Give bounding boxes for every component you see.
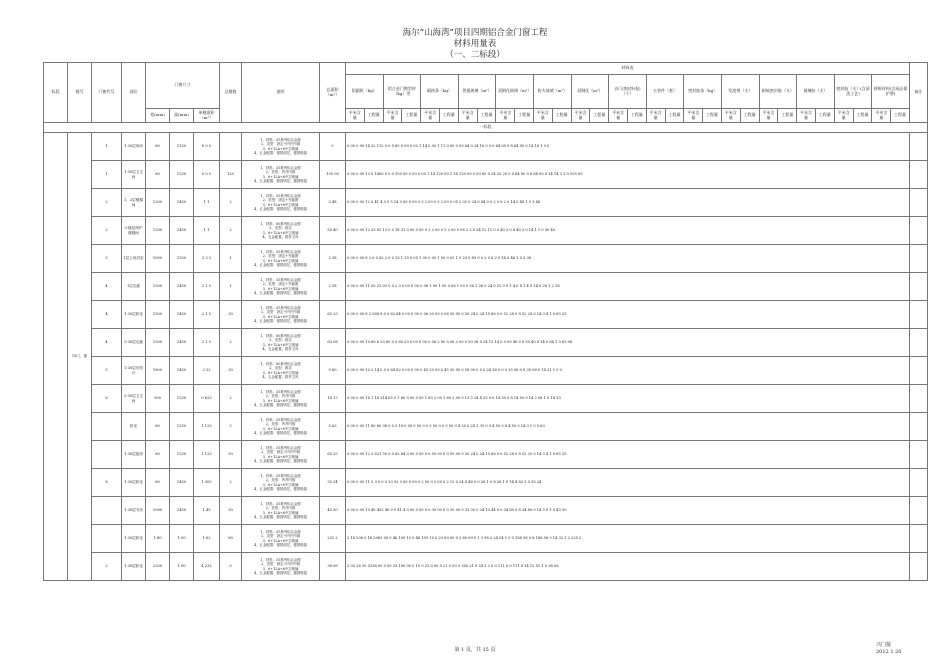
row-total-area: 0 <box>320 133 346 161</box>
row-number: 3 <box>92 245 122 273</box>
header-location: 部位 <box>122 63 146 123</box>
row-total-area: 0 60 <box>320 357 346 385</box>
row-total-area: 225 2 <box>320 525 346 553</box>
row-unit-area: 1 1 <box>194 217 220 245</box>
stamp-line-2: 2012 1 20 <box>876 649 902 655</box>
header-material-group: 铝合金门窗型材（kg）等 <box>383 75 421 109</box>
row-quantity: 30 <box>220 357 242 385</box>
header-quantity-amount: 工程量 <box>440 109 459 123</box>
header-material-group: 耐候密封胶（支） <box>759 75 797 109</box>
row-quantity: 2 <box>220 385 242 413</box>
row-material-values: 0 00 0 00 12 0 41 4 0 0 5 14 0 00 0 00 0 3 2 00 0 5 2 00 0 05 2 02 0 24 0 84 0 0 2 0 8 2 0 14 0 48 1 0 3 48 <box>346 189 910 217</box>
row-height: 1250 <box>170 385 194 413</box>
header-quantity-amount: 工程量 <box>665 109 684 123</box>
row-number: 4 <box>92 329 122 357</box>
row-height: 1450 <box>170 329 194 357</box>
row-total-area: 3 48 <box>320 189 346 217</box>
header-quantity: 总樘数 <box>220 63 242 123</box>
row-location: 3-30层走廊 <box>122 329 146 357</box>
row-remarks <box>909 301 927 329</box>
row-width: 1 80 <box>146 525 170 553</box>
row-description: 1、材料：55系列铝合金窗 2、类型：固定+内开内倒 3、6+12A+6中空玻璃 4、五金配置：德国诺托，德国格屋 <box>242 553 320 581</box>
table-row <box>44 245 928 273</box>
page-footer: 第 1 页，共 15 页 <box>454 647 496 653</box>
section-label: 一标段 <box>44 123 928 133</box>
row-remarks <box>909 553 927 581</box>
row-total-area: 38 06 <box>320 553 346 581</box>
row-location: 1、2层楼梯间 <box>122 189 146 217</box>
header-unit-content: 平米含量 <box>571 109 590 123</box>
row-width: 1000 <box>146 245 170 273</box>
header-materials: 材料表 <box>346 63 910 75</box>
row-quantity: 5 <box>220 413 242 441</box>
row-location: 1层走廊 <box>122 273 146 301</box>
table-row <box>44 189 928 217</box>
header-material-group: 防火玻璃（m²） <box>533 75 571 109</box>
header-unit-content: 平米含量 <box>872 109 891 123</box>
row-number <box>92 497 122 525</box>
row-location: 1-30层东阳台 <box>122 357 146 385</box>
header-material-group: 拼框材料(含成品保护费) <box>872 75 910 109</box>
table-row <box>44 469 928 497</box>
header-quantity-amount: 工程量 <box>815 109 834 123</box>
row-width: 1500 <box>146 329 170 357</box>
row-width: 2200 <box>146 553 170 581</box>
row-remarks <box>909 441 927 469</box>
row-description: 1、材料：55系列铝合金窗 2、类型：固定+内开内倒 3、6+12A+6中空玻璃 4、五金配置：德国诺托，德国格屋 <box>242 301 320 329</box>
table-row <box>44 497 928 525</box>
header-unit-content: 平米含量 <box>458 109 477 123</box>
row-height: 1 00 <box>170 553 194 581</box>
row-material-values: 2 18 536 0 16 2063 00 0 46 109 15 0 46 109 15 0 23 60 00 0 2 60 00 0 1 3 98 0 24 54 1 0 0 188 56 0 8 188 56 0 14 32 1 2 225 2 <box>346 525 910 553</box>
row-quantity: 1 <box>220 273 242 301</box>
row-description: 1、材料：55系列铝合金窗 2、类型：固定+内开内倒 3、6+12A+6中空玻璃 4、五金配置：德国诺托，德国格屋 <box>242 525 320 553</box>
row-location: 1-30层卧室 <box>122 301 146 329</box>
row-remarks <box>909 273 927 301</box>
row-height: 1250 <box>170 413 194 441</box>
header-unit-content: 平米含量 <box>496 109 515 123</box>
row-unit-area: 1 1 <box>194 189 220 217</box>
row-number: 6 <box>92 385 122 413</box>
header-unit-content: 平米含量 <box>383 109 402 123</box>
row-height: 1450 <box>170 357 194 385</box>
row-height: 1450 <box>170 301 194 329</box>
row-unit-area: 2 1 5 <box>194 329 220 357</box>
row-remarks <box>909 413 927 441</box>
row-quantity: 2 <box>220 189 242 217</box>
table-row <box>44 525 928 553</box>
row-location: 1-30层书房 <box>122 497 146 525</box>
row-width: 1800 <box>146 357 170 385</box>
row-height: 1450 <box>170 217 194 245</box>
row-material-values: 0 00 0 00 10 2 14 0 0 0 64 82 0 00 0 00 0 43 30 00 0 45 30 00 0 58 00 0 5 0 24 16 0 0 0 35 06 0 8 35 06 0 14 31 1 0 0 <box>346 357 910 385</box>
header-unit-area: 单樘面积（m²） <box>194 109 220 123</box>
row-description: 1、材料：55系列铝合金窗 2、类型：内开内倒 3、6+12A+6中空玻璃 4、五金配置：德国诺托，德国格屋 <box>242 469 320 497</box>
row-description: 1、材料：80系列铝合金窗 2、类型：推拉 3、6+12A+6中空玻璃 4、五金配置，推杆文风 <box>242 217 320 245</box>
row-unit-area: 4 232 <box>194 553 220 581</box>
header-material-group: 密封胶条（kg） <box>684 75 722 109</box>
header-window-size: 门窗尺寸 <box>146 63 220 109</box>
row-width: 1200 <box>146 189 170 217</box>
row-unit-area: 1 125 <box>194 441 220 469</box>
header-description: 说明 <box>242 63 320 123</box>
header-unit-content: 平米含量 <box>609 109 628 123</box>
row-number: 4 <box>92 273 122 301</box>
row-quantity: 60 <box>220 525 242 553</box>
material-table <box>43 62 928 581</box>
header-quantity-amount: 工程量 <box>703 109 722 123</box>
row-material-values: 0 00 0 00 10 40 452 40 0 0 41 4 0 00 0 00 0 0 30 00 0 0 30 00 0 33 30 0 24 10 44 0 0 34 80 0 8 34 80 0 14 5 0 1 0 43 50 <box>346 497 910 525</box>
header-material-group: 双钢化（m²） <box>571 75 609 109</box>
header-material-group: 双钢化玻璃（m²） <box>496 75 534 109</box>
table-row <box>44 357 928 385</box>
row-total-area: 3 38 <box>320 245 346 273</box>
row-quantity: 50 <box>220 441 242 469</box>
header-quantity-amount: 工程量 <box>891 109 910 123</box>
row-unit-area: 1 62 <box>194 525 220 553</box>
document-title: 海尔“山海湾”项目四期铝合金门窗工程 <box>402 28 548 38</box>
table-row <box>44 301 928 329</box>
row-quantity <box>220 133 242 161</box>
document-subtitle: 材料用量表 <box>453 39 497 49</box>
header-total-area: 总面积（m²） <box>320 63 346 123</box>
row-unit-area: 1 305 <box>194 469 220 497</box>
row-number <box>92 525 122 553</box>
header-unit-content: 平米含量 <box>721 109 740 123</box>
row-total-area: 65 25 <box>320 441 346 469</box>
row-width: 1200 <box>146 217 170 245</box>
row-location: 1-30层厨房 <box>122 441 146 469</box>
row-unit-area: 0 625 <box>194 385 220 413</box>
row-height: 1450 <box>170 189 194 217</box>
table-row <box>44 553 928 581</box>
row-quantity: 2 <box>220 329 242 357</box>
row-width: 80 <box>146 413 170 441</box>
header-material-group: 铝副框（kg） <box>346 75 384 109</box>
row-description: 1、材料：55系列铝合金窗 2、类型：内开内倒 3、6+12A+6中空玻璃 4、五金配置：德国诺托，德国格屋 <box>242 385 320 413</box>
row-material-values: 0 00 0 00 8 2 6 0 62 2 0 0 13 1 15 0 05 1 00 0 00 1 00 0 05 1 0 23 0 83 0 0 2 0 8 2 0 14 0 46 1 0 3 38 <box>346 245 910 273</box>
row-number: 4 <box>92 301 122 329</box>
row-unit-area: 1 45 <box>194 497 220 525</box>
row-remarks <box>909 189 927 217</box>
header-unit-content: 平米含量 <box>533 109 552 123</box>
row-total-area: 65 25 <box>320 301 346 329</box>
header-quantity-amount: 工程量 <box>364 109 383 123</box>
row-material-values: 0 00 0 00 14 32 112 0 0 5 60 0 00 0 00 1 14 0 00 1 11 0 00 0 00 64 0 24 16 0 0 0 64 00 0 8 64 00 0 14 16 1 0 0 <box>346 133 910 161</box>
row-material-values: 0 00 0 00 11 0 3 0 0 0 33 93 0 00 0 00 0 2 00 0 2 00 0 2 13 0 24 8 46 0 0 28 1 0 8 28 1 0 14 4 83 1 0 35 24 <box>346 469 910 497</box>
header-unit-content: 平米含量 <box>684 109 703 123</box>
row-unit-area: 1 125 <box>194 413 220 441</box>
header-window-code: 门窗代号 <box>92 63 122 123</box>
row-total-area: 18 13 <box>320 385 346 413</box>
row-material-values: 0 00 0 00 11 05 23 03 0 0 2 0 0 00 0 00 0 06 1 00 1 00 0 06 1 00 0 56 1 26 0 24 0 52 0 0 1 4 0 8 1 4 0 14 0 28 1 2 18 <box>346 273 910 301</box>
row-material-values: 0 00 0 00 16 1 16 314 65 0 1 60 0 00 0 00 1 60 2 00 1 60 2 00 0 13 0 24 4 35 0 0 14 50 0 8 14 50 0 14 2 08 1 0 18 13 <box>346 385 910 413</box>
header-quantity-amount: 工程量 <box>778 109 797 123</box>
row-location: 卧室 <box>122 413 146 441</box>
row-remarks <box>909 245 927 273</box>
row-height: 1350 <box>170 245 194 273</box>
header-material-group: 沙门(窗)纱(卷)（个） <box>609 75 647 109</box>
header-unit-content: 平米含量 <box>797 109 816 123</box>
row-quantity: 1 <box>220 245 242 273</box>
row-location: 1-30层卧室 <box>122 553 146 581</box>
row-number: 1 <box>92 133 122 161</box>
header-quantity-amount: 工程量 <box>627 109 646 123</box>
row-number: 2 <box>92 553 122 581</box>
row-location: 1-30层卫生间 <box>122 161 146 189</box>
row-width: 500 <box>146 385 170 413</box>
header-width: 宽(mm) <box>146 109 170 123</box>
row-quantity: 0 <box>220 553 242 581</box>
row-description: 1、材料：55系列铝合金窗 2、类型：固定+外悬窗 3、6+12A+6中空玻璃 4、五金配置：德国诺托，德国格屋 <box>242 245 320 273</box>
header-floor: 标段 <box>44 63 68 123</box>
row-material-values: 2 05 28 30 3236 00 0 00 33 100 00 0 10 0 23 0 00 0 21 0 00 0 300 21 0 24 3 2 0 0 111 0 0 111 0 14 12 51 1 0 38 06 <box>346 553 910 581</box>
header-unit-content: 平米含量 <box>646 109 665 123</box>
row-total-area: 35 24 <box>320 469 346 497</box>
row-quantity: 2 <box>220 217 242 245</box>
header-unit-content: 平米含量 <box>759 109 778 123</box>
row-width: 1080 <box>146 497 170 525</box>
row-material-values: 0 00 0 00 12 33 61 13 0 0 18 31 0 00 0 00 0 3 2 00 0 5 2 00 0 08 2 2 0 24 12 11 0 0 40 3 0 8 40 3 0 14 1 1 0 50 40 <box>346 217 910 245</box>
row-number: 2 <box>92 217 122 245</box>
table-row <box>44 385 928 413</box>
row-total-area: 50 40 <box>320 217 346 245</box>
header-quantity-amount: 工程量 <box>402 109 421 123</box>
table-row <box>44 273 928 301</box>
row-unit-area: 2 1 5 <box>194 301 220 329</box>
row-remarks <box>909 161 927 189</box>
row-description: 1、材料：55系列铝合金窗 2、类型：固定+内开内倒 3、6+12A+6中空玻璃 4、五金配置：德国诺托，德国格屋 <box>242 441 320 469</box>
header-unit-content: 平米含量 <box>834 109 853 123</box>
row-height: 1250 <box>170 161 194 189</box>
header-material-group: 五金件（套） <box>646 75 684 109</box>
header-material-group: 密封胶（支）(含清洗工艺) <box>834 75 872 109</box>
row-remarks <box>909 133 927 161</box>
row-quantity: 30 <box>220 301 242 329</box>
table-row <box>44 413 928 441</box>
header-quantity-amount: 工程量 <box>515 109 534 123</box>
row-unit-area: 2 1 5 <box>194 273 220 301</box>
row-unit-area: 0 0 5 <box>194 161 220 189</box>
row-total-area: 5 63 <box>320 413 346 441</box>
row-height: 1450 <box>170 273 194 301</box>
row-width: 80 <box>146 469 170 497</box>
table-row <box>44 217 928 245</box>
table-row <box>44 441 928 469</box>
row-height: 1450 <box>170 497 194 525</box>
row-quantity: 30 <box>220 497 242 525</box>
row-location: 1-30层房间 <box>122 133 146 161</box>
row-width: 80 <box>146 441 170 469</box>
row-location: 1层公用浴室 <box>122 245 146 273</box>
row-width: 1500 <box>146 273 170 301</box>
row-description: 1、材料：55系列铝合金窗 2、类型：固定+外悬窗 3、6+12A+6中空玻璃 4、五金配置：德国诺托，德国格屋 <box>242 273 320 301</box>
row-remarks <box>909 385 927 413</box>
header-unit-content: 平米含量 <box>346 109 365 123</box>
header-remarks: 备注 <box>909 63 927 123</box>
row-height: 1150 <box>170 133 194 161</box>
header-quantity-amount: 工程量 <box>590 109 609 123</box>
row-total-area: 63 08 <box>320 329 346 357</box>
row-remarks <box>909 357 927 385</box>
row-location: 1-30层卧室 <box>122 525 146 553</box>
document-section: （一、二标段） <box>445 50 505 60</box>
row-number: 5 <box>92 357 122 385</box>
row-number: 8 <box>92 469 122 497</box>
row-description: 1、材料：55系列铝合金窗 2、类型：内开内倒 3、6+12A+6中空玻璃 4、五金配置：德国诺托，德国格屋 <box>242 161 320 189</box>
row-total-area: 43 50 <box>320 497 346 525</box>
row-material-values: 0 00 0 00 10 60 6 23 60 0 0 60 53 0 00 0 00 0 06 2 00 0 06 2 00 0 50 38 0 24 15 14 0 0 50 40 0 8 50 40 0 14 0 64 1 0 63 08 <box>346 329 910 357</box>
row-location: 3-楼层保护楼梯间 <box>122 217 146 245</box>
row-width: 1500 <box>146 301 170 329</box>
row-total-area: 2 18 <box>320 273 346 301</box>
header-material-group: 普通玻璃（m²） <box>458 75 496 109</box>
table-row <box>44 329 928 357</box>
header-quantity-amount: 工程量 <box>853 109 872 123</box>
row-remarks <box>909 469 927 497</box>
header-height: 高(mm) <box>170 109 194 123</box>
row-number <box>92 441 122 469</box>
row-unit-area: 2 32 <box>194 357 220 385</box>
header-material-group: 玻璃胶（支） <box>797 75 835 109</box>
header-material-group: 隔热条（kg） <box>421 75 459 109</box>
row-width: 80 <box>146 133 170 161</box>
header-unit-content: 平米含量 <box>421 109 440 123</box>
row-location: 1-30层卧室 <box>122 469 146 497</box>
row-remarks <box>909 525 927 553</box>
row-quantity: 2 <box>220 469 242 497</box>
header-building: 楼号 <box>68 63 92 123</box>
row-description: 1、材料：55系列铝合金窗 2、类型：固定+内开内倒 3、6+12A+6中空玻璃 4、五金配置：德国诺托，德国格屋 <box>242 133 320 161</box>
header-quantity-amount: 工程量 <box>552 109 571 123</box>
row-description: 1、材料：55系列铝合金窗 2、类型：固定+外悬窗 3、6+12A+6中空玻璃 4、五金配置：德国诺托，德国格屋 <box>242 189 320 217</box>
header-material-group: 发泡剂（支） <box>721 75 759 109</box>
stamp-line-1: 兴门接 <box>876 642 892 648</box>
row-number: 2 <box>92 189 122 217</box>
row-width: 80 <box>146 161 170 189</box>
date-stamp <box>876 642 901 656</box>
row-description: 1、材料：80系列铝合金窗 2、类型：推拉 3、6+12A+6中空玻璃 4、五金配置，推杆文风 <box>242 357 320 385</box>
row-number <box>92 413 122 441</box>
row-remarks <box>909 217 927 245</box>
row-material-values: 0 00 0 00 8 2 568 8 0 0 62 64 0 00 0 00 0 06 30 00 0 06 30 00 0 50 24 0 24 15 66 0 0 52 28 0 8 52 28 0 14 0 4 1 0 65 25 <box>346 301 910 329</box>
row-material-values: 0 00 0 00 11 80 60 38 0 0 5 18 0 00 0 00 0 0 5 00 0 0 5 00 0 4 35 0 24 1 35 0 0 4 50 0 8 4 50 0 14 0 1 0 5 63 <box>346 413 910 441</box>
header-quantity-amount: 工程量 <box>477 109 496 123</box>
building-cell: 19门、窗 <box>68 133 92 581</box>
row-description: 1、材料：55系列铝合金窗 2、类型：内开内倒 3、6+12A+6中空玻璃 4、五金配置：德国诺托，德国格屋 <box>242 497 320 525</box>
row-number: 1 <box>92 161 122 189</box>
row-unit-area: 0 0 0 <box>194 133 220 161</box>
row-description: 1、材料：55系列铝合金窗 2、类型：内开内倒 3、6+12A+6中空玻璃 4、五金配置：德国诺托，德国格屋 <box>242 413 320 441</box>
row-remarks <box>909 497 927 525</box>
row-unit-area: 3 3 3 <box>194 245 220 273</box>
header-quantity-amount: 工程量 <box>740 109 759 123</box>
row-height: 1250 <box>170 441 194 469</box>
table-row <box>44 133 928 161</box>
row-height: 1450 <box>170 469 194 497</box>
row-quantity: 120 <box>220 161 242 189</box>
row-remarks <box>909 329 927 357</box>
row-description: 1、材料：80系列铝合金窗 2、类型：推拉 3、6+12A+6中空玻璃 4、五金配置，推杆文风 <box>242 329 320 357</box>
table-row <box>44 161 928 189</box>
floor-cell <box>44 133 68 581</box>
row-height: 1 00 <box>170 525 194 553</box>
row-location: 2-30层卫生间 <box>122 385 146 413</box>
row-material-values: 0 00 0 00 13 0 1400 0 0 0 100 00 0 00 0 00 1 14 120 00 1 14 120 00 0 00 85 0 24 25 20 0 0 64 00 0 8 64 00 0 14 14 3 1 0 105 00 <box>346 161 910 189</box>
row-total-area: 105 00 <box>320 161 346 189</box>
row-material-values: 0 00 0 00 12 5 621 50 0 0 62 64 0 00 0 00 0 0 50 00 0 0 50 00 0 50 24 0 24 15 66 0 0 52 28 0 8 52 20 0 14 0 4 1 0 65 25 <box>346 441 910 469</box>
